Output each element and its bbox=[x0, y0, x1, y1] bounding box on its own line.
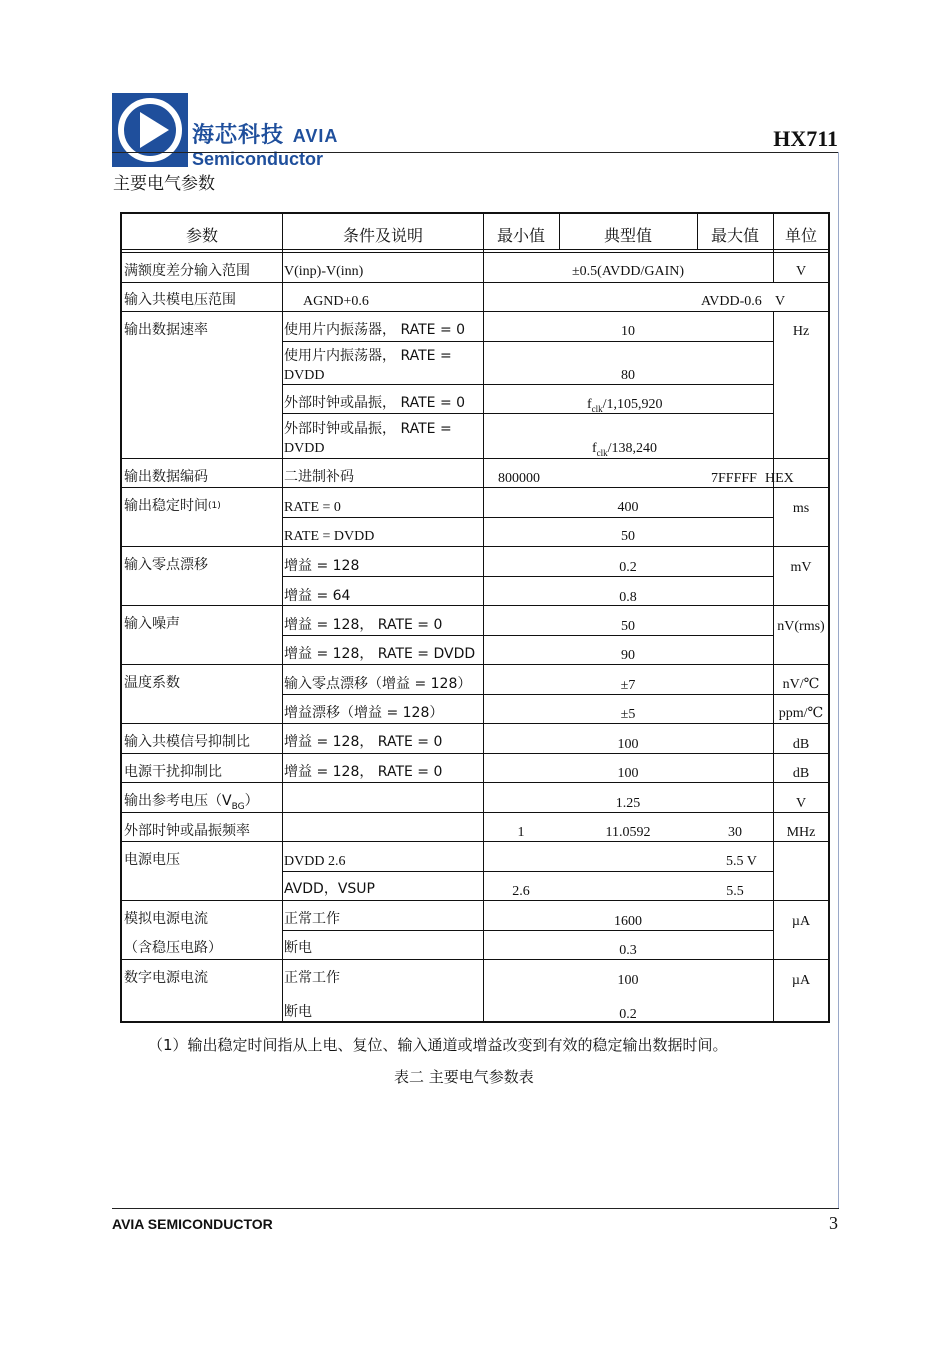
param-settling: 输出稳定时间(1) bbox=[124, 498, 221, 514]
cond-rate-1: 使用片内振荡器， RATE = 0 bbox=[284, 322, 466, 338]
param-analog-current: 模拟电源电流 bbox=[124, 911, 208, 927]
cond-psrr: 增益 = 128， RATE = 0 bbox=[284, 764, 443, 780]
unit-common-mode: V bbox=[775, 294, 786, 309]
min-encoding: 800000 bbox=[498, 471, 540, 486]
col-rule bbox=[282, 214, 283, 1021]
val-analog-1: 1600 bbox=[614, 914, 642, 929]
param-supply: 电源电压 bbox=[124, 852, 180, 868]
unit-data-rate: Hz bbox=[792, 324, 810, 339]
row-rule bbox=[282, 517, 773, 518]
val-rate-2: 80 bbox=[621, 368, 635, 383]
cond-tempco-1: 输入零点漂移（增益 = 128） bbox=[284, 676, 472, 692]
col-rule bbox=[773, 214, 774, 283]
cond-encoding: 二进制补码 bbox=[284, 469, 354, 485]
val-offset-2: 0.8 bbox=[619, 590, 637, 605]
margin-rule bbox=[838, 152, 839, 1208]
row-rule bbox=[122, 605, 828, 606]
unit-digital: µA bbox=[791, 973, 811, 988]
cond-fullscale: V(inp)-V(inn) bbox=[284, 264, 364, 279]
unit-vref: V bbox=[795, 796, 807, 811]
table-footnote: （1）输出稳定时间指从上电、复位、输入通道或增益改变到有效的稳定输出数据时间。 bbox=[148, 1036, 728, 1054]
val-rate-3: $f_{clk}/1,105,920$ bbox=[587, 397, 663, 414]
unit-cmrr: dB bbox=[792, 737, 810, 752]
electrical-spec-table bbox=[120, 212, 830, 1023]
page-number: 3 bbox=[829, 1213, 838, 1233]
header-rule bbox=[112, 152, 839, 153]
cond-rate-2b: DVDD bbox=[284, 368, 325, 383]
unit-offset: mV bbox=[790, 560, 812, 575]
unit-ext-clock: MHz bbox=[786, 825, 816, 840]
cond-rate-4a: 外部时钟或晶振， RATE = bbox=[284, 421, 452, 437]
val-noise-1: 50 bbox=[621, 619, 635, 634]
param-cmrr: 输入共模信号抑制比 bbox=[124, 734, 250, 750]
unit-tempco-2: ppm/℃ bbox=[778, 706, 824, 721]
cond-noise-2: 增益 = 128， RATE = DVDD bbox=[284, 646, 476, 662]
document-title: HX711 bbox=[773, 126, 838, 151]
logo bbox=[112, 93, 188, 167]
val-offset-1: 0.2 bbox=[619, 560, 637, 575]
param-tempco: 温度系数 bbox=[124, 675, 180, 691]
typ-ext-clock: 11.0592 bbox=[605, 825, 651, 840]
cond-supply-2: AVDD，VSUP bbox=[284, 881, 375, 897]
min-supply-2: 2.6 bbox=[512, 884, 530, 899]
row-rule bbox=[282, 871, 773, 872]
col-rule bbox=[773, 311, 774, 1021]
unit-noise: nV(rms) bbox=[777, 619, 825, 634]
header-min: 最小值 bbox=[496, 226, 546, 245]
row-rule bbox=[282, 341, 773, 342]
param-ext-clock: 外部时钟或晶振频率 bbox=[124, 823, 250, 839]
val-settling-1: 400 bbox=[617, 500, 639, 515]
param-offset-drift: 输入零点漂移 bbox=[124, 557, 208, 573]
min-ext-clock: 1 bbox=[517, 825, 525, 840]
unit-fullscale: V bbox=[795, 264, 807, 279]
footnote-ref: (1) bbox=[208, 501, 221, 511]
cond-rate-3: 外部时钟或晶振， RATE = 0 bbox=[284, 395, 466, 411]
section-heading: 主要电气参数 bbox=[113, 174, 215, 194]
row-rule bbox=[122, 753, 828, 754]
header-max: 最大值 bbox=[710, 226, 760, 245]
param-encoding: 输出数据编码 bbox=[124, 469, 208, 485]
param-fullscale: 满额度差分输入范围 bbox=[124, 263, 250, 279]
row-rule bbox=[282, 930, 773, 931]
cond-digital-1: 正常工作 bbox=[284, 970, 340, 986]
param-noise: 输入噪声 bbox=[124, 616, 180, 632]
col-rule bbox=[559, 214, 560, 250]
row-rule bbox=[122, 458, 828, 459]
unit-encoding: HEX bbox=[765, 471, 794, 486]
param-common-mode: 输入共模电压范围 bbox=[124, 292, 236, 308]
row-rule bbox=[122, 841, 828, 842]
cond-settling-2: RATE = DVDD bbox=[284, 529, 375, 544]
footer-company: AVIA SEMICONDUCTOR bbox=[112, 1216, 273, 1232]
col-rule bbox=[697, 214, 698, 250]
typ-cmrr: 100 bbox=[617, 737, 639, 752]
param-data-rate: 输出数据速率 bbox=[124, 322, 208, 338]
row-rule bbox=[282, 576, 773, 577]
row-rule bbox=[122, 487, 828, 488]
val-analog-2: 0.3 bbox=[619, 943, 637, 958]
header-condition: 条件及说明 bbox=[342, 226, 424, 245]
table-header-rule bbox=[122, 249, 828, 250]
max-supply-1: 5.5 V bbox=[726, 854, 757, 869]
cond-offset-1: 增益 = 128 bbox=[284, 558, 360, 574]
param-vref: 输出参考电压$(V_{BG})$ bbox=[124, 793, 259, 812]
max-ext-clock: 30 bbox=[728, 825, 742, 840]
row-rule bbox=[122, 723, 828, 724]
min-common-mode: AGND+0.6 bbox=[303, 294, 369, 309]
header-typ: 典型值 bbox=[603, 226, 653, 245]
val-rate-1: 10 bbox=[621, 324, 635, 339]
val-settling-2: 50 bbox=[621, 529, 635, 544]
logo-name-avia: AVIA bbox=[292, 126, 339, 146]
cond-digital-2: 断电 bbox=[284, 1004, 312, 1020]
cond-analog-2: 断电 bbox=[284, 940, 312, 956]
play-logo-icon bbox=[112, 93, 188, 167]
param-digital-current: 数字电源电流 bbox=[124, 970, 208, 986]
max-encoding: 7FFFFF bbox=[711, 471, 757, 486]
val-digital-2: 0.2 bbox=[619, 1007, 637, 1022]
cond-supply-1: DVDD 2.6 bbox=[284, 854, 346, 869]
typ-vref: 1.25 bbox=[615, 796, 641, 811]
header-param: 参数 bbox=[185, 226, 219, 245]
row-rule bbox=[122, 782, 828, 783]
cond-noise-1: 增益 = 128， RATE = 0 bbox=[284, 617, 443, 633]
typ-fullscale: ±0.5(AVDD/GAIN) bbox=[571, 264, 685, 279]
row-rule bbox=[282, 694, 828, 695]
row-rule bbox=[122, 546, 828, 547]
val-digital-1: 100 bbox=[617, 973, 639, 988]
max-common-mode: AVDD-0.6 bbox=[701, 294, 762, 309]
cond-cmrr: 增益 = 128， RATE = 0 bbox=[284, 734, 443, 750]
row-rule bbox=[282, 413, 773, 414]
logo-text bbox=[192, 118, 338, 149]
row-rule bbox=[282, 384, 773, 385]
row-rule bbox=[122, 959, 828, 960]
row-rule bbox=[122, 664, 828, 665]
param-analog-current-note: （含稳压电路） bbox=[124, 940, 222, 956]
row-rule bbox=[282, 635, 773, 636]
row-rule bbox=[122, 900, 828, 901]
col-rule bbox=[483, 214, 484, 1021]
unit-settling: ms bbox=[792, 501, 810, 516]
cond-rate-2a: 使用片内振荡器， RATE = bbox=[284, 348, 452, 364]
cond-rate-4b: DVDD bbox=[284, 441, 325, 456]
logo-name-cn: 海芯科技 bbox=[192, 123, 285, 148]
unit-tempco-1: nV/℃ bbox=[782, 677, 820, 692]
param-psrr: 电源干扰抑制比 bbox=[124, 764, 222, 780]
header-unit: 单位 bbox=[784, 226, 818, 245]
val-noise-2: 90 bbox=[621, 648, 635, 663]
val-tempco-2: ±5 bbox=[620, 707, 636, 722]
unit-analog: µA bbox=[791, 914, 811, 929]
cond-tempco-2: 增益漂移（增益 = 128） bbox=[284, 705, 444, 721]
val-tempco-1: ±7 bbox=[620, 678, 636, 693]
cond-analog-1: 正常工作 bbox=[284, 911, 340, 927]
cond-offset-2: 增益 = 64 bbox=[284, 588, 351, 604]
row-rule bbox=[122, 311, 828, 312]
table-header-rule-2 bbox=[122, 252, 828, 253]
max-supply-2: 5.5 bbox=[726, 884, 744, 899]
row-rule bbox=[122, 282, 828, 283]
table-caption: 表二 主要电气参数表 bbox=[394, 1068, 534, 1086]
val-rate-4: $f_{clk}/138,240$ bbox=[592, 441, 658, 458]
unit-psrr: dB bbox=[792, 766, 810, 781]
logo-subtitle: Semiconductor bbox=[192, 149, 324, 169]
footer-rule bbox=[112, 1208, 839, 1209]
cond-settling-1: RATE = 0 bbox=[284, 500, 341, 515]
typ-psrr: 100 bbox=[617, 766, 639, 781]
